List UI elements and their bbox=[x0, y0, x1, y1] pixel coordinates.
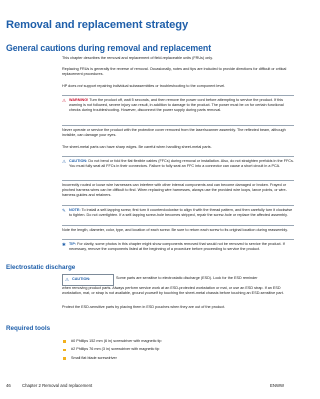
warning-body bbox=[69, 98, 294, 114]
tools-list bbox=[62, 339, 161, 364]
bullet-icon bbox=[63, 357, 66, 360]
tool-label: Small flat blade screwdriver bbox=[71, 355, 117, 360]
text-span: support repairing individual subassemblies or troubleshooting to the component level. bbox=[82, 84, 226, 88]
footer-brand: ENWW bbox=[270, 383, 285, 388]
note-label: NOTE: bbox=[69, 208, 81, 212]
paragraph-replacing-frus: Replacing FRUs is generally the reverse of removal. Occasionally, notes and tips are included to provide directions for difficult or critical replacement procedures. bbox=[62, 67, 287, 77]
caution-text: Do not bend or fold the flat flexible cables (FFCs) during removal or installation. Also, do not straighten prefolds in the FFCs. You must fully seat all FFCs in their connectors. Failure to fully seat an FFC into a connector can cause a short circuit in a PCA. bbox=[69, 159, 294, 169]
list-item bbox=[62, 347, 161, 352]
bullet-icon bbox=[63, 349, 66, 352]
footer-chapter: Chapter 2 Removal and replacement bbox=[22, 383, 93, 388]
divider bbox=[62, 156, 294, 157]
paragraph-sheet-metal: The sheet-metal parts can have sharp edges. Be careful when handling sheet-metal parts. bbox=[62, 145, 212, 149]
paragraph-hp-support bbox=[62, 84, 294, 89]
section-heading-required-tools: Required tools bbox=[6, 325, 51, 332]
warning-triangle-icon: ⚠ bbox=[62, 98, 66, 103]
divider bbox=[62, 225, 294, 226]
esd-caution-icon: ⚠ bbox=[65, 276, 69, 282]
caution-label: CAUTION: bbox=[69, 159, 88, 163]
tool-label: #0 Phillips 152 mm (6 in) screwdriver with magnetic tip bbox=[71, 339, 162, 343]
emphasis-not: not bbox=[77, 84, 83, 88]
paragraph-screw-notes: Note the length, diameter, color, type, and location of each screw. Be sure to return each screw to its original location during reassembly. bbox=[62, 228, 288, 232]
caution-body bbox=[69, 159, 294, 169]
divider bbox=[62, 239, 294, 240]
list-item bbox=[62, 339, 161, 344]
section-heading-general-cautions: General cautions during removal and replacement bbox=[6, 43, 212, 53]
text-span: HP does bbox=[62, 84, 78, 88]
tool-label: #2 Phillips 76 mm (3 in) screwdriver with magnetic tip bbox=[71, 347, 160, 352]
esd-caution-label: CAUTION: bbox=[72, 277, 91, 281]
caution-triangle-icon: ⚠ bbox=[62, 159, 66, 164]
note-text: To install a self-tapping screw, first turn it counterclockwise to align it with the thread pattern, and then carefully turn it clockwise to tighten. Do not overtighten. If a self-tapping screw-hole becomes stripped, repair the screw-hole or replace the affected assembly. bbox=[69, 208, 293, 218]
tip-body bbox=[69, 242, 294, 252]
paragraph-chapter-scope: This chapter describes the removal and replacement of field-replaceable units (FRUs) only. bbox=[62, 56, 213, 60]
note-callout bbox=[62, 208, 294, 218]
divider bbox=[62, 125, 294, 126]
tip-callout bbox=[62, 242, 294, 252]
esd-caution-box bbox=[62, 274, 114, 286]
note-body bbox=[69, 208, 294, 218]
footer-page-number: 46 bbox=[6, 383, 11, 388]
warning-text: Turn the product off, wait 5 seconds, and then remove the power cord before attempting to service the product. If this warning is not followed, severe injury can result, in addition to damage to the product. The power must be on for certain functional checks during troubleshooting. However, disconnect the power supply during parts removal. bbox=[69, 98, 284, 113]
warning-label: WARNING! bbox=[69, 98, 89, 102]
page-title: Removal and replacement strategy bbox=[6, 19, 189, 31]
warning-note bbox=[62, 98, 294, 114]
caution-note bbox=[62, 159, 294, 169]
section-heading-esd: Electrostatic discharge bbox=[6, 264, 76, 271]
paragraph-wire-harnesses: Incorrectly routed or loose wire harnesses can interfere with other internal components and can become damaged or broken. Frayed or pinched harness wires can be difficult to find. When replacing wire harnesses, always use the provided wire loops, lance points, or wire-harness guides and retainers. bbox=[62, 183, 287, 198]
paragraph-laser-cover: Never operate or service the product with the protective cover removed from the laser/scanner assembly. The reflected beam, although invisible, can damage your eyes. bbox=[62, 128, 286, 138]
note-pencil-icon: ✎ bbox=[62, 208, 66, 213]
bullet-icon bbox=[63, 340, 66, 343]
divider bbox=[62, 180, 294, 181]
esd-caution-text-rest: when removing product parts. Always perform service work at an ESD-protected workstation or mat, or use an ESD strap. If an ESD workstation, mat, or strap is not available, ground yourself by touching the sheet-metal chassis before touching an ESD-sensitive part. bbox=[62, 286, 284, 296]
tip-text: For clarity, some photos in this chapter might show components removed that would not be removed to service the product. If necessary, remove the components listed at the beginning of a procedure before proceeding to service the product. bbox=[69, 242, 285, 252]
tip-lightbulb-icon: ✱ bbox=[62, 242, 66, 247]
divider bbox=[62, 205, 294, 206]
list-item bbox=[62, 356, 161, 361]
paragraph-esd-pouches: Protect the ESD-sensitive parts by placing them in ESD pouches when they are out of the product. bbox=[62, 305, 226, 309]
esd-caution-text-first: Some parts are sensitive to electrostatic discharge (ESD). Look for the ESD reminder bbox=[116, 276, 258, 280]
divider bbox=[62, 95, 294, 96]
tip-label: TIP: bbox=[69, 242, 77, 246]
